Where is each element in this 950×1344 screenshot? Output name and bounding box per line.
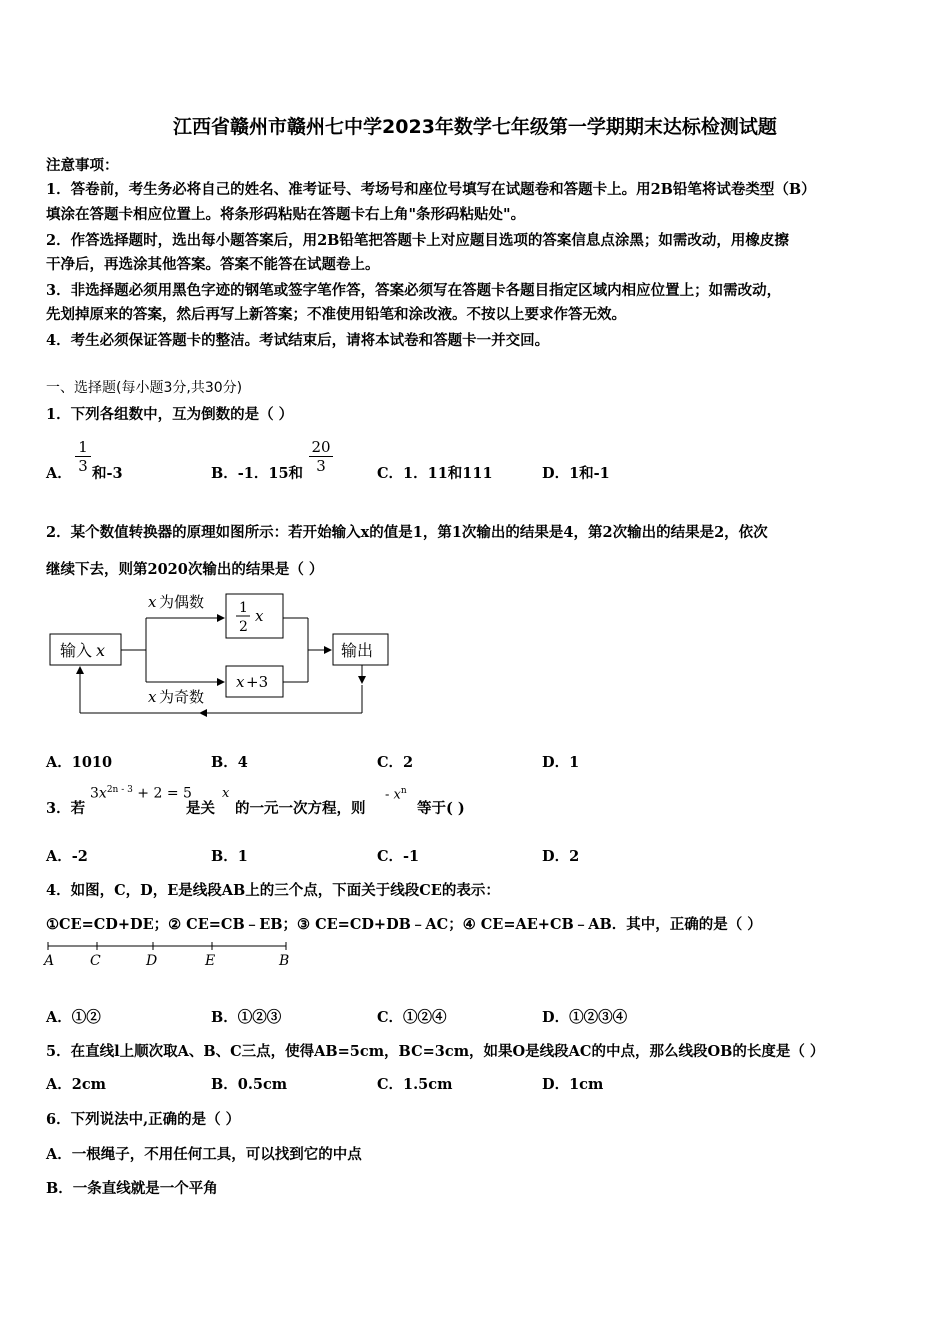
notice-heading: 注意事项：	[46, 157, 119, 174]
notice-line-4: 4．考生必须保证答题卡的整洁。考试结束后，请将本试卷和答题卡一并交回。	[46, 332, 550, 349]
q3-option-d: D．2	[542, 848, 580, 865]
q1-option-a-fraction	[75, 438, 91, 475]
q3-xn-exponent: n	[400, 786, 407, 796]
output-label: 输出	[341, 641, 374, 660]
q1-option-a-suffix: 和-3	[92, 465, 123, 482]
q3-eq-var: x	[98, 785, 107, 802]
half-denominator: 2	[239, 619, 248, 635]
q2-option-b: B．4	[211, 754, 248, 771]
q3-middle-2: 的一元一次方程，则	[235, 800, 366, 817]
notice-line-1a: 1．答卷前，考生务必将自己的姓名、准考证号、考场号和座位号填写在试题卷和答题卡上。用2B铅笔将试卷类型（B）	[46, 181, 816, 198]
q5-stem: 5．在直线l上顺次取A、B、C三点，使得AB=5cm，BC=3cm，如果O是线段AC的中点，那么线段OB的长度是（ ）	[46, 1043, 825, 1060]
notice-line-2a: 2．作答选择题时，选出每小题答案后，用2B铅笔把答题卡上对应题目选项的答案信息点涂黑；如需改动，用橡皮擦	[46, 232, 789, 249]
q3-option-c: C．-1	[377, 848, 420, 865]
q6-option-b: B．一条直线就是一个平角	[46, 1180, 218, 1197]
point-e-label: E	[205, 953, 216, 969]
point-b-label: B	[279, 953, 290, 969]
input-label: 输入	[60, 641, 93, 660]
half-numerator: 1	[239, 600, 248, 616]
notice-line-2b: 干净后，再选涂其他答案。答案不能答在试题卷上。	[46, 256, 380, 273]
q3-xn-var: x	[393, 787, 401, 803]
notice-line-1b: 填涂在答题卡相应位置上。将条形码粘贴在答题卡右上角"条形码粘贴处"。	[46, 206, 526, 223]
page-title: 江西省赣州市赣州七中学2023年数学七年级第一学期期末达标检测试题	[173, 116, 777, 138]
even-label: 为偶数	[159, 593, 205, 611]
q1-b-denominator: 3	[309, 456, 333, 475]
section-heading: 一、选择题(每小题3分,共30分)	[46, 380, 243, 396]
q3-neg-xn	[385, 786, 407, 802]
q5-option-c: C．1.5cm	[377, 1076, 453, 1093]
point-d-label: D	[146, 953, 158, 969]
q3-prefix: 3．若	[46, 800, 86, 817]
q4-statements: ①CE=CD+DE；② CE=CB﹣EB；③ CE=CD+DB﹣AC；④ CE=AE+CB﹣AB．其中，正确的是（ ）	[46, 916, 762, 933]
q3-neg: -	[385, 787, 394, 803]
point-c-label: C	[90, 953, 101, 969]
q1-option-c: C．1．11和111	[377, 465, 493, 482]
q6-option-a: A．一根绳子，不用任何工具，可以找到它的中点	[46, 1146, 362, 1163]
q3-option-b: B．1	[211, 848, 248, 865]
input-var: x	[96, 641, 106, 660]
q1-a-numerator: 1	[78, 438, 88, 456]
q4-option-a: A．①②	[46, 1009, 101, 1026]
odd-var: x	[148, 688, 157, 706]
q3-suffix: 等于( )	[417, 800, 465, 817]
plus3-var: x	[236, 673, 245, 691]
q1-option-b-fraction	[309, 438, 333, 475]
notice-line-3a: 3．非选择题必须用黑色字迹的钢笔或签字笔作答，答案必须写在答题卡各题目指定区域内相应位置上；如需改动，	[46, 282, 782, 299]
q1-option-b-prefix: B．-1．15和	[211, 465, 304, 482]
q4-stem: 4．如图，C，D，E是线段AB上的三个点，下面关于线段CE的表示：	[46, 882, 500, 899]
q2-stem-line-2: 继续下去，则第2020次输出的结果是（ ）	[46, 561, 324, 578]
plus3-label: +3	[246, 673, 269, 691]
q1-option-a-prefix: A．	[46, 465, 72, 482]
q5-option-a: A．2cm	[46, 1076, 107, 1093]
q1-a-denominator: 3	[75, 456, 91, 475]
q2-option-a: A．1010	[46, 754, 113, 771]
q1-stem: 1．下列各组数中，互为倒数的是（ ）	[46, 406, 294, 423]
q3-middle-1: 是关	[186, 800, 215, 817]
odd-label: 为奇数	[159, 688, 205, 706]
q2-stem-line-1: 2．某个数值转换器的原理如图所示：若开始输入x的值是1，第1次输出的结果是4，第2次输出的结果是2，依次	[46, 524, 768, 541]
q3-equation	[90, 785, 192, 802]
notice-line-3b: 先划掉原来的答案，然后再写上新答案；不准使用铅笔和涂改液。不按以上要求作答无效。	[46, 306, 626, 323]
q4-segment-diagram	[40, 938, 300, 970]
q3-eq-base: 3	[90, 785, 99, 802]
q5-option-d: D．1cm	[542, 1076, 604, 1093]
half-var: x	[255, 607, 264, 625]
q5-option-b: B．0.5cm	[211, 1076, 288, 1093]
q3-eq-exponent: 2n - 3	[106, 785, 133, 795]
q1-b-numerator: 20	[311, 438, 331, 456]
q2-option-c: C．2	[377, 754, 414, 771]
point-a-label: A	[44, 953, 55, 969]
q4-option-b: B．①②③	[211, 1009, 282, 1026]
q6-stem: 6．下列说法中,正确的是（ ）	[46, 1111, 241, 1128]
q4-option-d: D．①②③④	[542, 1009, 628, 1026]
q3-eq-rest: + 2 = 5	[132, 785, 192, 802]
q2-flow-diagram	[40, 585, 400, 720]
q1-option-d: D．1和-1	[542, 465, 610, 482]
even-var: x	[148, 593, 157, 611]
q3-var-x: x	[222, 786, 230, 801]
q4-option-c: C．①②④	[377, 1009, 447, 1026]
q2-option-d: D．1	[542, 754, 580, 771]
q3-option-a: A．-2	[46, 848, 88, 865]
